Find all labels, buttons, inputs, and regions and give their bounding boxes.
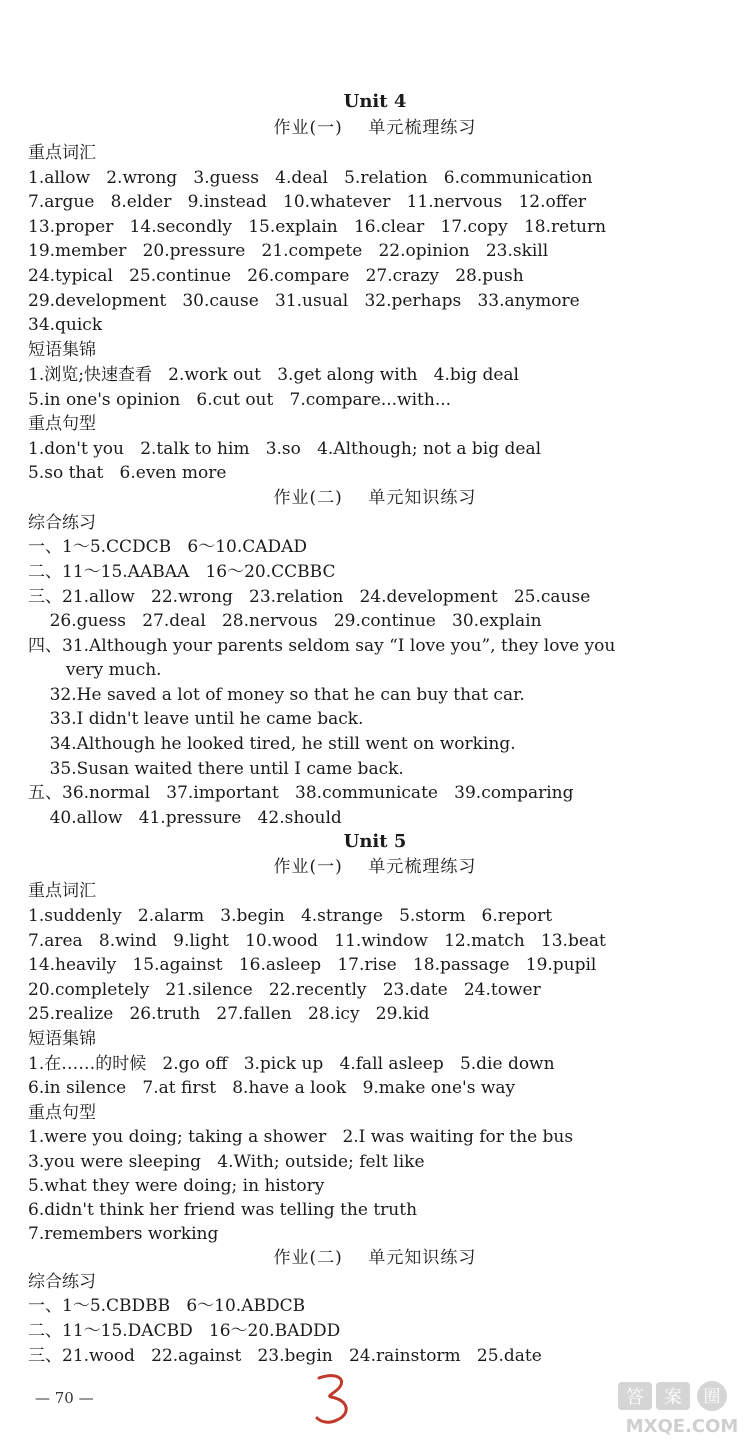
unit4-vocab-line: 13.proper 14.secondly 15.explain 16.clear 17.copy 18.return [28, 217, 607, 237]
unit4-sentence-line: 5.so that 6.even more [28, 463, 227, 483]
unit4-sentence-line: 1.don't you 2.talk to him 3.so 4.Although; not a big deal [28, 439, 542, 459]
unit5-hw1-title: 作业(一) 单元梳理练习 [273, 857, 477, 877]
unit4-vocab-heading: 重点词汇 [28, 143, 96, 163]
unit5-hw2-title: 作业(二) 单元知识练习 [273, 1248, 477, 1268]
unit5-sentence-heading: 重点句型 [28, 1103, 96, 1123]
unit4-sentence-heading: 重点句型 [28, 414, 96, 434]
logo-char: 圈 [703, 1387, 721, 1407]
page-number: — 70 — [35, 1389, 94, 1407]
unit4-title: Unit 4 [343, 91, 407, 112]
unit4-vocab-line: 19.member 20.pressure 21.compete 22.opinion 23.skill [28, 241, 549, 261]
unit5-practice-line: 三、21.wood 22.against 23.begin 24.rainstorm 25.date [28, 1346, 542, 1366]
unit5-vocab-line: 14.heavily 15.against 16.asleep 17.rise 18.passage 19.pupil [28, 955, 597, 975]
unit5-title: Unit 5 [343, 831, 407, 852]
handwritten-mark [305, 1370, 375, 1430]
unit5-practice-heading: 综合练习 [28, 1272, 96, 1292]
unit4-practice-line: 34.Although he looked tired, he still went on working. [28, 734, 516, 754]
unit4-practice-line: 32.He saved a lot of money so that he can buy that car. [28, 685, 525, 705]
unit4-practice-line: 26.guess 27.deal 28.nervous 29.continue 30.explain [28, 611, 542, 631]
logo-url: MXQE.COM [625, 1416, 739, 1437]
unit5-vocab-line: 7.area 8.wind 9.light 10.wood 11.window 12.match 13.beat [28, 931, 606, 951]
unit4-practice-line: 40.allow 41.pressure 42.should [28, 808, 342, 828]
unit4-vocab-line: 24.typical 25.continue 26.compare 27.crazy 28.push [28, 266, 524, 286]
unit5-sentence-line: 1.were you doing; taking a shower 2.I was waiting for the bus [28, 1127, 574, 1147]
unit5-phrase-line: 1.在……的时候 2.go off 3.pick up 4.fall asleep 5.die down [28, 1054, 555, 1074]
unit4-vocab-line: 34.quick [28, 315, 103, 335]
unit5-vocab-line: 1.suddenly 2.alarm 3.begin 4.strange 5.storm 6.report [28, 906, 553, 926]
unit4-phrase-heading: 短语集锦 [28, 340, 96, 360]
unit5-vocab-line: 25.realize 26.truth 27.fallen 28.icy 29.kid [28, 1004, 430, 1024]
unit5-sentence-line: 7.remembers working [28, 1224, 219, 1244]
logo-char: 答 [626, 1387, 644, 1408]
unit4-practice-line: 一、1～5.CCDCB 6～10.CADAD [28, 537, 308, 557]
unit5-vocab-line: 20.completely 21.silence 22.recently 23.date 24.tower [28, 980, 541, 1000]
unit4-practice-heading: 综合练习 [28, 513, 96, 533]
unit5-practice-line: 一、1～5.CBDBB 6～10.ABDCB [28, 1296, 306, 1316]
unit4-practice-line: 三、21.allow 22.wrong 23.relation 24.development 25.cause [28, 587, 591, 607]
unit5-sentence-line: 3.you were sleeping 4.With; outside; felt like [28, 1152, 425, 1172]
watermark-logo [590, 1380, 740, 1440]
unit5-sentence-line: 6.didn't think her friend was telling the truth [28, 1200, 418, 1220]
unit4-phrase-line: 5.in one's opinion 6.cut out 7.compare...with... [28, 390, 452, 410]
unit4-practice-line: very much. [28, 660, 162, 680]
unit4-practice-line: 五、36.normal 37.important 38.communicate 39.comparing [28, 783, 574, 803]
unit5-phrase-line: 6.in silence 7.at first 8.have a look 9.make one's way [28, 1078, 516, 1098]
unit5-vocab-heading: 重点词汇 [28, 881, 96, 901]
unit4-vocab-line: 1.allow 2.wrong 3.guess 4.deal 5.relation 6.communication [28, 168, 593, 188]
unit4-vocab-line: 7.argue 8.elder 9.instead 10.whatever 11.nervous 12.offer [28, 192, 587, 212]
unit5-practice-line: 二、11～15.DACBD 16～20.BADDD [28, 1321, 341, 1341]
unit4-practice-line: 二、11～15.AABAA 16～20.CCBBC [28, 562, 336, 582]
unit4-phrase-line: 1.浏览;快速查看 2.work out 3.get along with 4.big deal [28, 365, 519, 385]
unit4-hw1-title: 作业(一) 单元梳理练习 [273, 118, 477, 138]
unit4-practice-line: 35.Susan waited there until I came back. [28, 759, 404, 779]
unit4-hw2-title: 作业(二) 单元知识练习 [273, 488, 477, 508]
logo-char: 案 [664, 1387, 682, 1408]
unit4-practice-line: 四、31.Although your parents seldom say “I love you”, they love you [28, 636, 616, 656]
unit5-phrase-heading: 短语集锦 [28, 1029, 96, 1049]
unit4-vocab-line: 29.development 30.cause 31.usual 32.perhaps 33.anymore [28, 291, 580, 311]
unit4-practice-line: 33.I didn't leave until he came back. [28, 709, 364, 729]
unit5-sentence-line: 5.what they were doing; in history [28, 1176, 325, 1196]
